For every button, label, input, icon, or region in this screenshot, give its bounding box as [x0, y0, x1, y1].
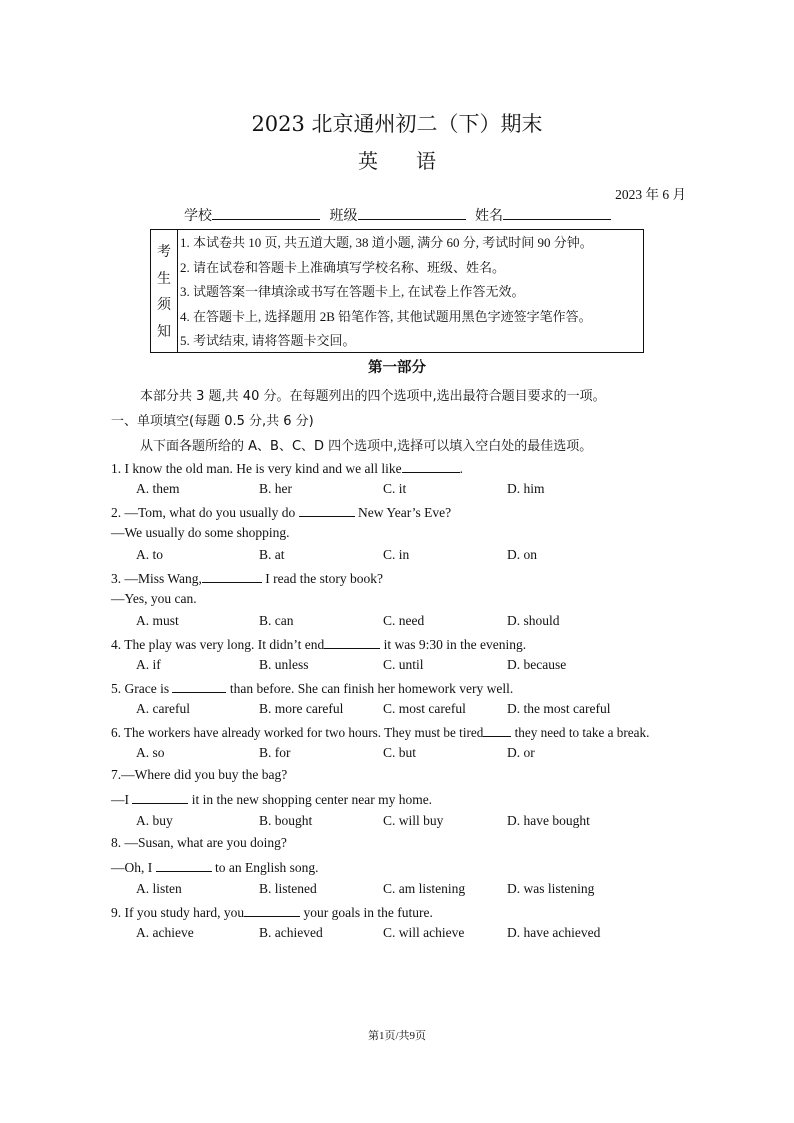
notice-item: 3. 试题答案一律填涂或书写在答题卡上, 在试卷上作答无效。	[180, 284, 525, 299]
answer-blank	[244, 903, 300, 917]
name-blank[interactable]	[503, 205, 611, 220]
subject-title: 英语	[358, 149, 474, 173]
part-title: 第一部分	[368, 359, 426, 376]
option-b[interactable]: B. unless	[259, 657, 309, 672]
exam-date: 2023 年 6 月	[615, 187, 686, 202]
option-d[interactable]: D. have achieved	[507, 925, 601, 940]
option-a[interactable]: A. them	[136, 481, 180, 496]
option-b[interactable]: B. for	[259, 745, 291, 760]
question-stem: 3. —Miss Wang, I read the story book?	[111, 571, 384, 586]
question-stem: 6. The workers have already worked for two hours. They must be tired they need to take a break.	[111, 725, 650, 740]
option-b[interactable]: B. her	[259, 481, 292, 496]
answer-blank	[156, 858, 212, 872]
question-stem: 9. If you study hard, you your goals in the future.	[111, 905, 433, 920]
notice-item: 2. 请在试卷和答题卡上准确填写学校名称、班级、姓名。	[180, 259, 506, 275]
option-d[interactable]: D. or	[507, 745, 535, 760]
question-stem: 4. The play was very long. It didn’t end it was 9:30 in the evening.	[111, 637, 527, 652]
option-a[interactable]: A. so	[136, 745, 165, 760]
name-label: 姓名	[475, 209, 503, 224]
question-line: 8. —Susan, what are you doing?	[111, 835, 287, 850]
question-line: —Yes, you can.	[111, 591, 197, 606]
notice-head-char: 须	[157, 298, 171, 314]
answer-blank	[132, 790, 188, 804]
section-instruction: 从下面各题所给的 A、B、C、D 四个选项中,选择可以填入空白处的最佳选项。	[140, 439, 593, 454]
option-d[interactable]: D. have bought	[507, 813, 590, 828]
option-b[interactable]: B. listened	[259, 881, 317, 896]
option-b[interactable]: B. bought	[259, 813, 313, 828]
option-a[interactable]: A. must	[136, 613, 179, 628]
section-title: 一、单项填空(每题 0.5 分,共 6 分)	[111, 414, 314, 429]
option-d[interactable]: D. because	[507, 657, 567, 672]
option-a[interactable]: A. careful	[136, 701, 190, 716]
option-b[interactable]: B. achieved	[259, 925, 323, 940]
part-intro: 本部分共 3 题,共 40 分。在每题列出的四个选项中,选出最符合题目要求的一项。	[140, 389, 606, 404]
school-label: 学校	[184, 209, 212, 224]
notice-item: 1. 本试卷共 10 页, 共五道大题, 38 道小题, 满分 60 分, 考试时间 90 分钟。	[180, 235, 593, 250]
notice-head-char: 知	[157, 324, 171, 340]
option-c[interactable]: C. in	[383, 547, 410, 562]
question-stem: 1. I know the old man. He is very kind and we all like .	[111, 461, 463, 476]
option-d[interactable]: D. was listening	[507, 881, 595, 896]
class-label: 班级	[329, 209, 358, 224]
answer-blank	[402, 459, 460, 473]
answer-blank	[299, 503, 355, 517]
question-stem: —Oh, I to an English song.	[111, 860, 319, 875]
option-c[interactable]: C. but	[383, 745, 417, 760]
question-line: —We usually do some shopping.	[111, 525, 290, 540]
option-c[interactable]: C. it	[383, 481, 407, 496]
option-d[interactable]: D. on	[507, 547, 537, 562]
option-c[interactable]: C. need	[383, 613, 425, 628]
notice-list	[178, 230, 643, 352]
answer-blank	[202, 569, 262, 583]
option-d[interactable]: D. the most careful	[507, 701, 611, 716]
page-footer: 第1页/共9页	[367, 1030, 427, 1042]
option-a[interactable]: A. if	[136, 657, 161, 672]
option-a[interactable]: A. achieve	[136, 925, 194, 940]
option-b[interactable]: B. more careful	[259, 701, 344, 716]
notice-heading	[151, 230, 178, 352]
notice-item: 4. 在答题卡上, 选择题用 2B 铅笔作答, 其他试题用黑色字迹签字笔作答。	[180, 308, 592, 324]
option-d[interactable]: D. him	[507, 481, 545, 496]
student-info-fields	[184, 205, 617, 225]
option-b[interactable]: B. at	[259, 547, 285, 562]
answer-blank	[172, 679, 226, 693]
school-blank[interactable]	[212, 205, 320, 220]
option-c[interactable]: C. most careful	[383, 701, 466, 716]
option-c[interactable]: C. will achieve	[383, 925, 465, 940]
option-a[interactable]: A. to	[136, 547, 163, 562]
answer-blank	[324, 635, 380, 649]
question-stem: 5. Grace is than before. She can finish her homework very well.	[111, 681, 514, 696]
notice-item: 5. 考试结束, 请将答题卡交回。	[180, 333, 356, 348]
option-c[interactable]: C. until	[383, 657, 424, 672]
exam-notice-box	[150, 229, 644, 353]
exam-title: 2023 北京通州初二（下）期末	[251, 112, 543, 136]
option-c[interactable]: C. will buy	[383, 813, 444, 828]
option-a[interactable]: A. listen	[136, 881, 182, 896]
option-a[interactable]: A. buy	[136, 813, 173, 828]
answer-blank	[483, 723, 511, 737]
notice-head-char: 生	[157, 271, 171, 287]
option-c[interactable]: C. am listening	[383, 881, 466, 896]
class-blank[interactable]	[358, 205, 466, 220]
question-stem: —I it in the new shopping center near my home.	[111, 792, 433, 807]
option-b[interactable]: B. can	[259, 613, 294, 628]
question-line: 7.—Where did you buy the bag?	[111, 767, 288, 782]
question-stem: 2. —Tom, what do you usually do New Year’s Eve?	[111, 505, 452, 520]
option-d[interactable]: D. should	[507, 613, 560, 628]
notice-head-char: 考	[157, 245, 171, 261]
